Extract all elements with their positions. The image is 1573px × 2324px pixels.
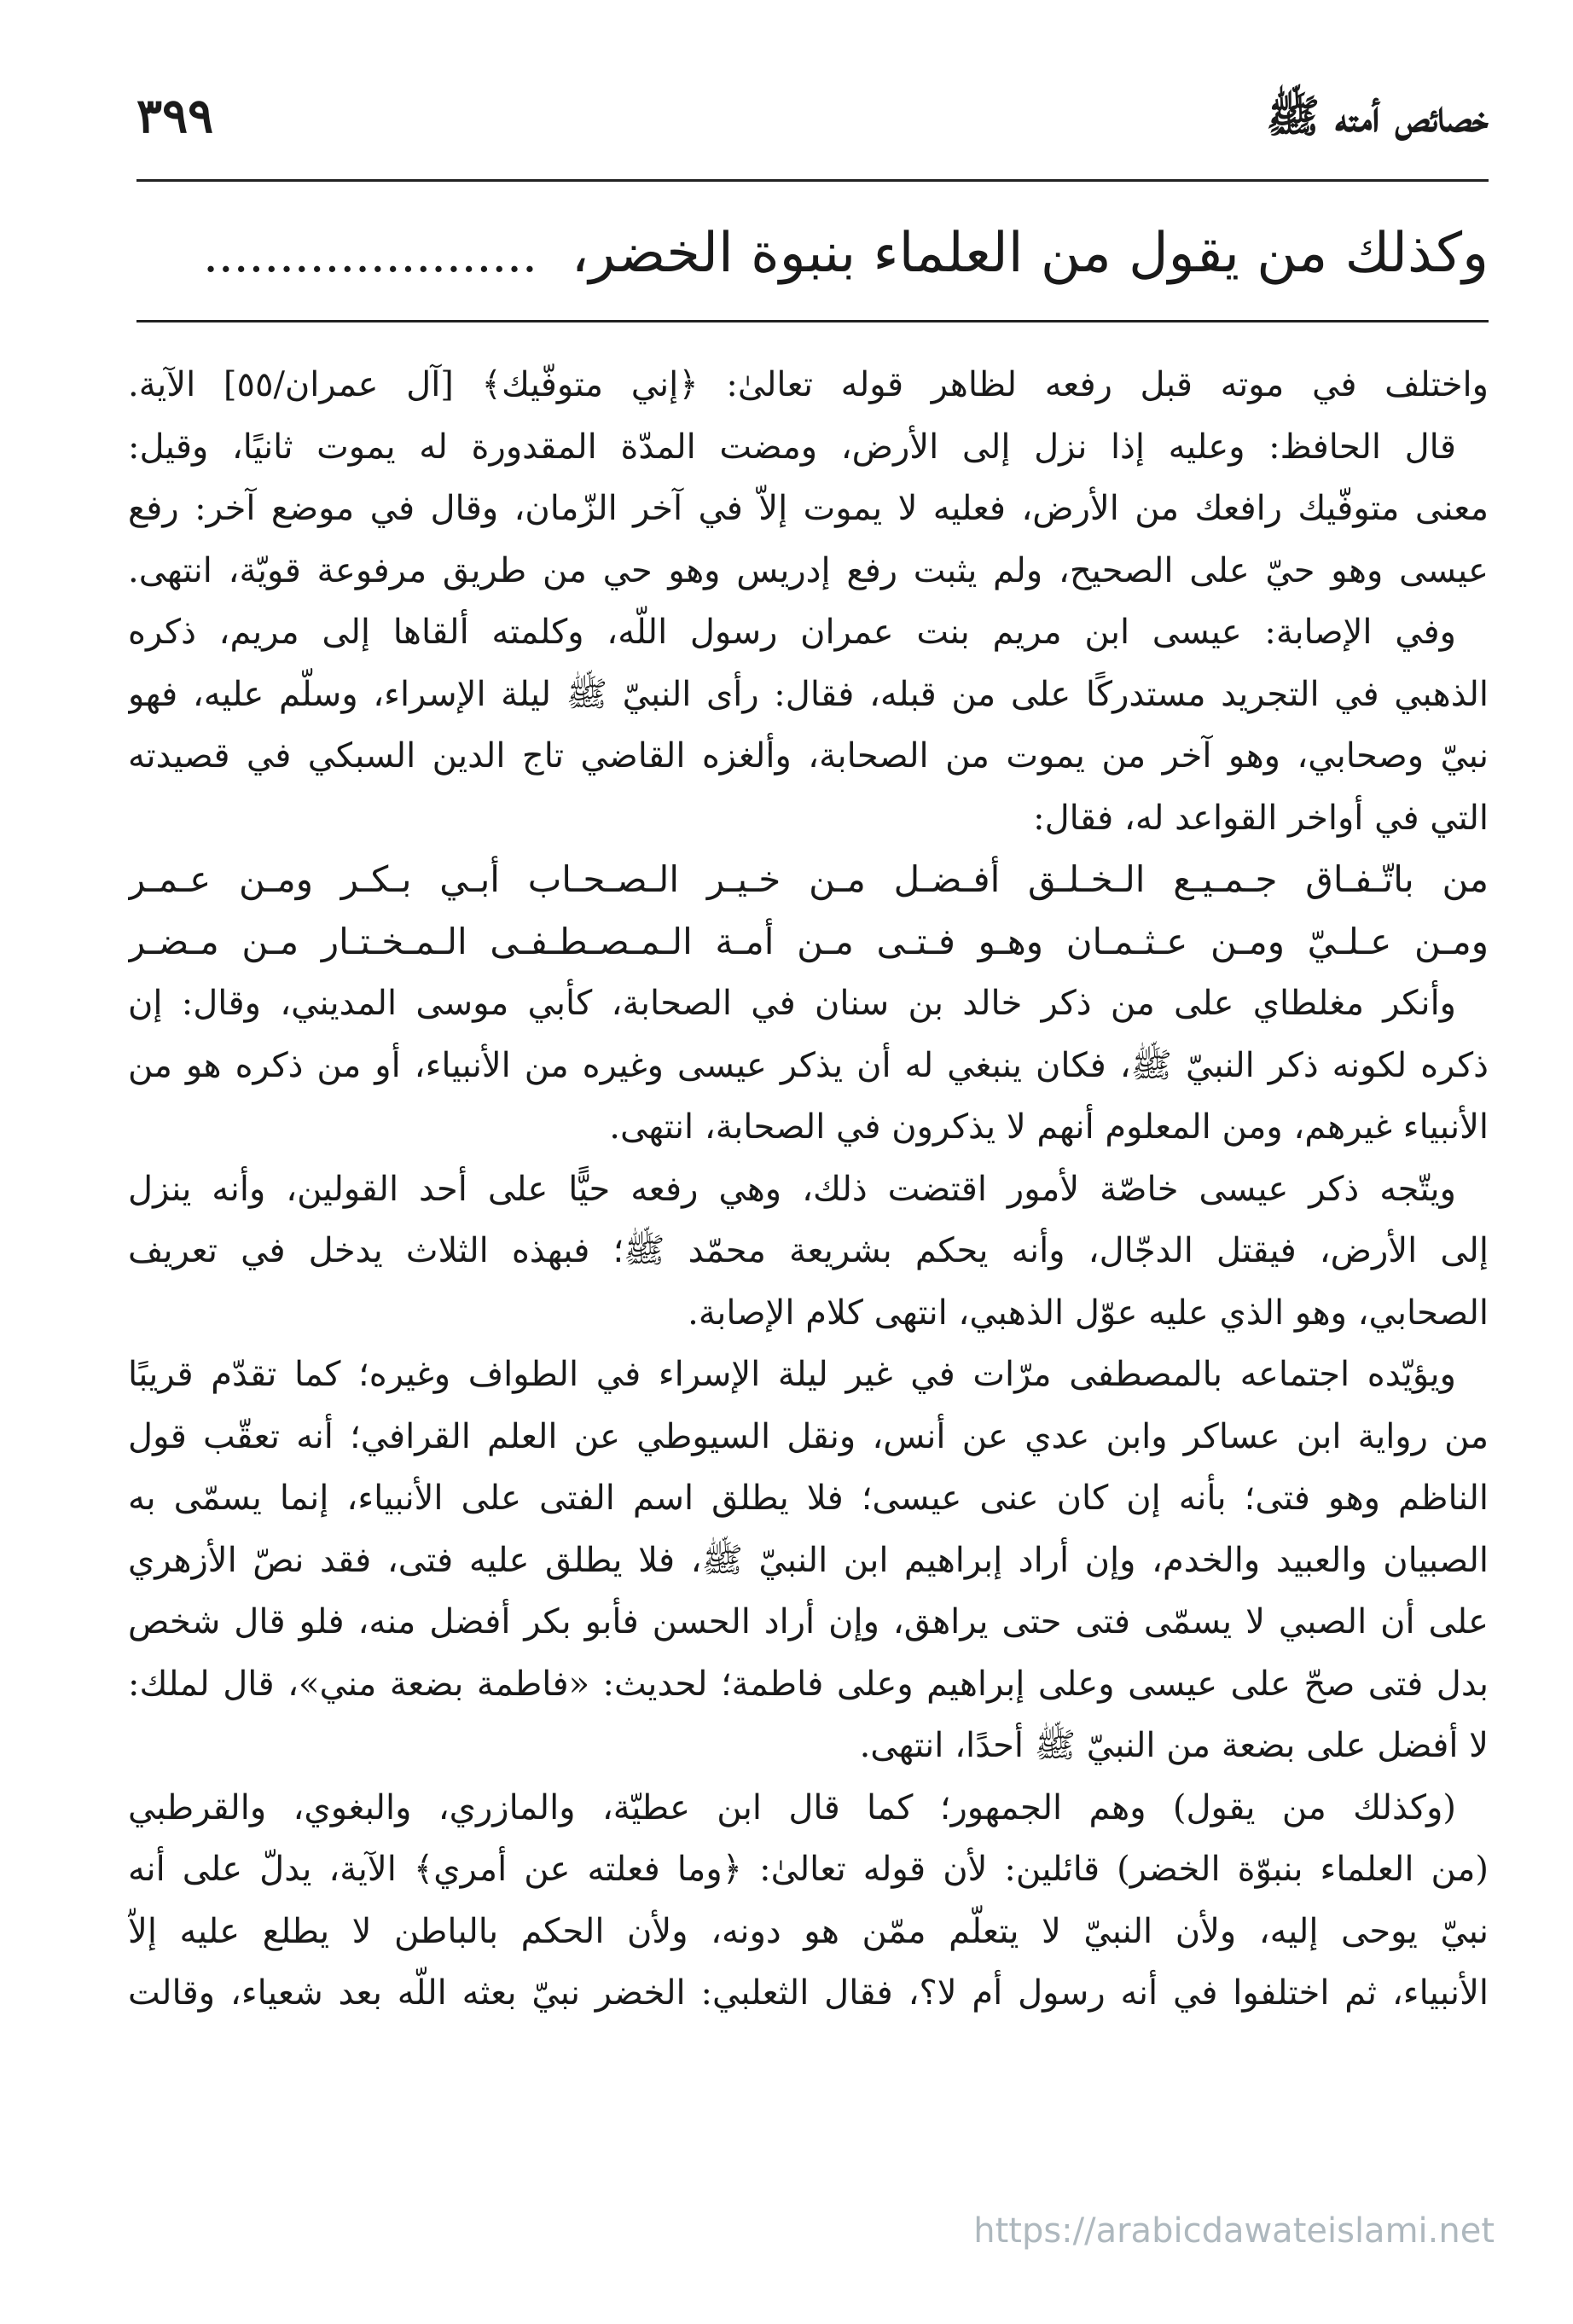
text-line: من رواية ابن عساكر وابن عدي عن أنس، ونقل السيوطي عن العلم القرافي؛ أنه تعقّب قول [128, 1416, 1489, 1456]
text-line: الأنبياء، ثم اختلفوا في أنه رسول أم لا؟، فقال الثعلبي: الخضر نبيّ بعثه اللّه بعد شعياء، وقالت [128, 1973, 1489, 2013]
text-line: ويؤيّده اجتماعه بالمصطفى مرّات في غير ليلة الإسراء في الطواف وغيره؛ كما تقدّم قريبًا [128, 1355, 1456, 1394]
text-line: نبيّ وصحابي، وهو آخر من يموت من الصحابة، وألغزه القاضي تاج الدين السبكي في قصيدته [128, 736, 1489, 776]
verse-line: ومـن عـلـيّ ومـن عـثـمـان وهـو فـتـى مـن أمـة الـمـصـطـفـى الـمـخـتـار مـن مـضـر [128, 920, 1489, 962]
matn-text: وكذلك من يقول من العلماء بنبوة الخضر، [571, 222, 1489, 285]
text-line: الصبيان والعبيد والخدم، وإن أراد إبراهيم ابن النبيّ ﷺ، فلا يطلق عليه فتى، فقد نصّ الأزهري [128, 1540, 1489, 1580]
matn-line [136, 222, 1489, 303]
source-watermark: https://arabicdawateislami.net [973, 2211, 1495, 2251]
running-title: خصائص أمته ﷺ [1266, 90, 1489, 142]
text-line: الصحابي، وهو الذي عليه عوّل الذهبي، انتهى كلام الإصابة. [688, 1293, 1489, 1333]
text-line: ذكره لكونه ذكر النبيّ ﷺ، فكان ينبغي له أن يذكر عيسى وغيره من الأنبياء، أو من ذكره هو من [128, 1045, 1489, 1085]
text-line: نبيّ يوحى إليه، ولأن النبيّ لا يتعلّم ممّن هو دونه، ولأن الحكم بالباطن لا يطلع عليه إلاّ [128, 1911, 1489, 1951]
text-line: على أن الصبي لا يسمّى فتى حتى يراهق، وإن أراد الحسن فأبو بكر أفضل منه، فلو قال شخص [128, 1602, 1489, 1641]
text-line: الذهبي في التجريد مستدركًا على من قبله، فقال: رأى النبيّ ﷺ ليلة الإسراء، وسلّم عليه، فهو [128, 674, 1489, 714]
text-line: الناظم وهو فتى؛ بأنه إن كان عنى عيسى؛ فلا يطلق اسم الفتى على الأنبياء، إنما يسمّى به [128, 1479, 1489, 1518]
text-line: التي في أواخر القواعد له، فقال: [1033, 798, 1489, 838]
text-line: ويتّجه ذكر عيسى خاصّة لأمور اقتضت ذلك، وهي رفعه حيًّا على أحد القولين، وأنه ينزل [128, 1169, 1456, 1209]
text-line: بدل فتى صحّ على عيسى وعلى إبراهيم وعلى فاطمة؛ لحديث: «فاطمة بضعة مني»، قال لملك: [128, 1664, 1489, 1704]
text-line: الأنبياء غيرهم، ومن المعلوم أنهم لا يذكرون في الصحابة، انتهى. [609, 1107, 1489, 1147]
text-line: (من العلماء بنبوّة الخضر) قائلين: لأن قوله تعالىٰ: ﴿وما فعلته عن أمري﴾ الآية، يدلّ على أنه [128, 1850, 1489, 1889]
page-header [136, 81, 1489, 166]
text-line: معنى متوفّيك رافعك من الأرض، فعليه لا يموت إلاّ في آخر الزّمان، وقال في موضع آخر: رفع [128, 489, 1489, 528]
text-line: وأنكر مغلطاي على من ذكر خالد بن سنان في الصحابة، كأبي موسى المديني، وقال: إن [128, 984, 1456, 1023]
text-line: واختلف في موته قبل رفعه لظاهر قوله تعالىٰ: ﴿إني متوفّيك﴾ [آل عمران/٥٥] الآية. [128, 365, 1489, 404]
text-line: عيسى وهو حيّ على الصحيح، ولم يثبت رفع إدريس وهو حي من طريق مرفوعة قويّة، انتهى. [128, 550, 1489, 590]
text-line: (وكذلك من يقول) وهم الجمهور؛ كما قال ابن عطيّة، والمازري، والبغوي، والقرطبي [128, 1787, 1456, 1827]
text-line: وفي الإصابة: عيسى ابن مريم بنت عمران رسول اللّه، وكلمته ألقاها إلى مريم، ذكره [128, 613, 1456, 652]
commentary-body [128, 354, 1489, 2197]
text-line: لا أفضل على بضعة من النبيّ ﷺ أحدًا، انتهى. [859, 1726, 1489, 1765]
text-line: إلى الأرض، فيقتل الدجّال، وأنه يحكم بشريعة محمّد ﷺ؛ فبهذه الثلاث يدخل في تعريف [128, 1231, 1489, 1270]
verse-line: من باتّـفـاق جـمـيـع الـخـلـق أفـضـل مـن خـيـر الـصـحـاب أبـي بـكـر ومـن عـمـر [128, 858, 1489, 900]
matn-rule [136, 320, 1489, 322]
header-rule [136, 179, 1489, 182]
page-number: ٣٩٩ [136, 88, 214, 144]
text-line: قال الحافظ: وعليه إذا نزل إلى الأرض، ومضت المدّة المقدورة له يموت ثانيًا، وقيل: [128, 427, 1456, 467]
matn-dots: ...................... [203, 228, 537, 283]
